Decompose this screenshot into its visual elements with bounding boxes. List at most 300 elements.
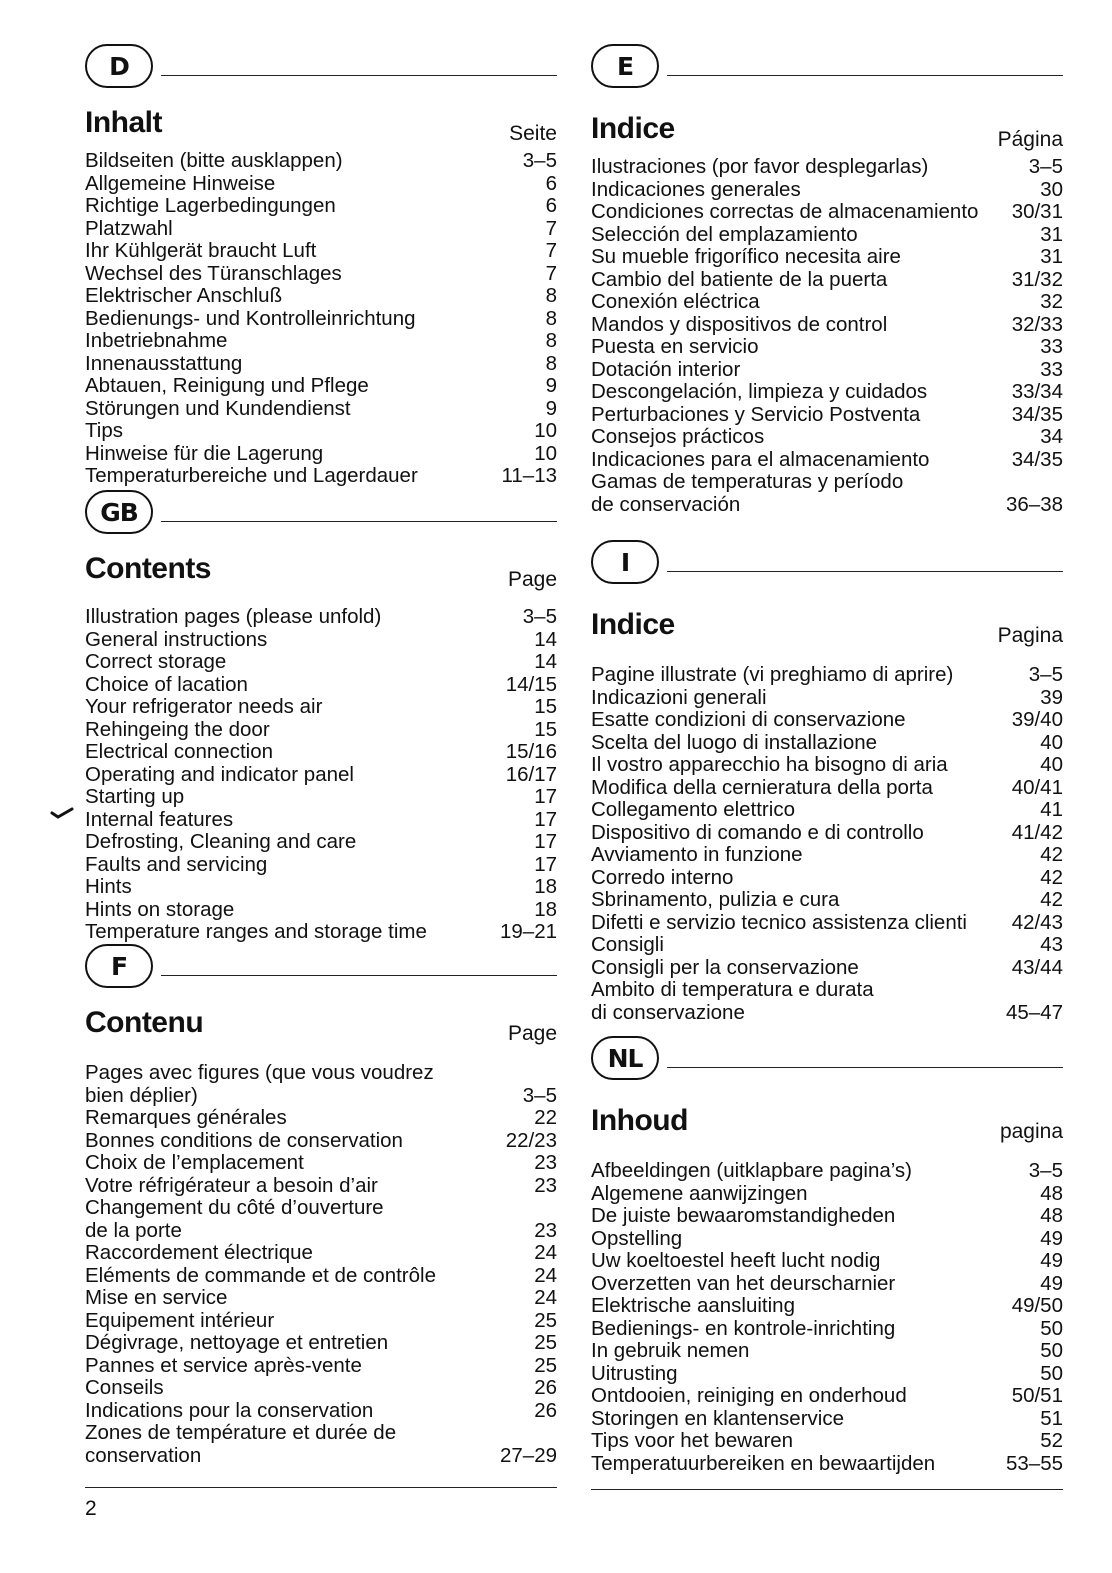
toc-entry-label: Wechsel des Türanschlages bbox=[85, 261, 342, 285]
toc-entry-page: 40 bbox=[1040, 753, 1063, 776]
toc-entry-label: Selección del emplazamiento bbox=[591, 222, 858, 246]
toc-entry-label: Correct storage bbox=[85, 650, 227, 673]
toc-entry-page: 18 bbox=[534, 875, 557, 898]
toc-entry-label: Difetti e servizio tecnico assistenza clienti bbox=[591, 910, 967, 934]
toc-entry-label: Ilustraciones (por favor desplegarlas) bbox=[591, 155, 929, 178]
toc-entry-page: 50 bbox=[1040, 1339, 1063, 1362]
toc-entry-label: Esatte condizioni di conservazione bbox=[591, 708, 906, 731]
toc-entry-label: Eléments de commande et de contrôle bbox=[85, 1263, 436, 1287]
toc-entry bbox=[591, 754, 1063, 777]
toc-entry-page: 32 bbox=[1040, 290, 1063, 313]
toc-entry bbox=[85, 330, 557, 353]
toc-entry bbox=[591, 889, 1063, 912]
toc-entry bbox=[591, 269, 1063, 292]
language-badge: F bbox=[85, 944, 153, 988]
header-rule bbox=[667, 75, 1063, 76]
toc-entry-page: 17 bbox=[534, 852, 557, 876]
toc-entry bbox=[591, 246, 1063, 269]
toc-entry-page: 42/43 bbox=[1011, 910, 1063, 934]
toc-entry bbox=[591, 449, 1063, 472]
toc-entry-label: Abtauen, Reinigung und Pflege bbox=[85, 374, 369, 397]
toc-entry-label: Tips voor het bewaren bbox=[591, 1429, 794, 1452]
toc-section-nl bbox=[591, 1036, 1063, 1475]
toc-entry-label: Defrosting, Cleaning and care bbox=[85, 830, 357, 853]
toc-section-fr bbox=[85, 944, 557, 1467]
language-badge: NL bbox=[591, 1036, 659, 1080]
toc-entry-label: Ambito di temperatura e durata di conservazione bbox=[591, 978, 874, 1024]
language-badge: GB bbox=[85, 490, 153, 534]
toc-entry-label: Dispositivo di comando e di controllo bbox=[591, 820, 924, 844]
toc-entry bbox=[591, 291, 1063, 314]
toc-entry-label: Avviamento in funzione bbox=[591, 843, 803, 866]
toc-entry bbox=[591, 1408, 1063, 1431]
toc-entry-page: 18 bbox=[534, 897, 557, 921]
toc-entry-label: Uw koeltoestel heeft lucht nodig bbox=[591, 1249, 881, 1272]
toc-entry bbox=[85, 465, 557, 488]
toc-entry-page: 10 bbox=[534, 419, 557, 442]
toc-entry-page: 31 bbox=[1040, 245, 1063, 268]
toc-entry bbox=[85, 1310, 557, 1333]
toc-entry-page: 30 bbox=[1040, 177, 1063, 201]
language-header bbox=[591, 540, 1063, 590]
toc-section-es bbox=[591, 44, 1063, 516]
toc-entry bbox=[591, 336, 1063, 359]
toc-entry-page: 43 bbox=[1040, 933, 1063, 956]
toc-entry bbox=[591, 822, 1063, 845]
toc-entry-page: 23 bbox=[534, 1173, 557, 1197]
toc-entry-label: Hinweise für die Lagerung bbox=[85, 441, 324, 465]
toc-entry bbox=[591, 664, 1063, 687]
header-rule bbox=[161, 521, 557, 522]
toc-entry bbox=[591, 799, 1063, 822]
title-row bbox=[591, 590, 1063, 652]
toc-entry-label: In gebruik nemen bbox=[591, 1339, 750, 1362]
toc-entry bbox=[591, 844, 1063, 867]
right-column bbox=[591, 0, 1063, 1573]
toc-entry-label: Elektrische aansluiting bbox=[591, 1294, 795, 1317]
toc-entry bbox=[85, 375, 557, 398]
toc-entry bbox=[591, 1250, 1063, 1273]
toc-entry bbox=[85, 921, 557, 944]
toc-entry-page: 52 bbox=[1040, 1429, 1063, 1452]
toc-entry bbox=[591, 179, 1063, 202]
toc-entry-label: Hints on storage bbox=[85, 897, 235, 921]
toc-entry-label: Collegamento elettrico bbox=[591, 798, 795, 821]
toc-entry-page: 40 bbox=[1040, 730, 1063, 754]
toc-entry-page: 3–5 bbox=[522, 605, 557, 628]
toc-entry-label: Innenausstattung bbox=[85, 351, 243, 375]
entry-list bbox=[85, 1062, 557, 1467]
toc-entry-page: 17 bbox=[534, 785, 557, 808]
toc-entry-label: Raccordement électrique bbox=[85, 1241, 313, 1264]
toc-entry-page: 45–47 bbox=[1005, 1000, 1063, 1024]
toc-entry bbox=[591, 314, 1063, 337]
toc-entry-page: 17 bbox=[534, 830, 557, 853]
toc-entry-label: Puesta en servicio bbox=[591, 335, 759, 358]
toc-entry bbox=[85, 173, 557, 196]
toc-entry-page: 11–13 bbox=[501, 464, 557, 487]
toc-entry-page: 3–5 bbox=[1028, 663, 1063, 686]
toc-entry-page: 31 bbox=[1040, 222, 1063, 246]
toc-entry bbox=[85, 1175, 557, 1198]
toc-entry bbox=[591, 156, 1063, 179]
toc-entry-label: Platzwahl bbox=[85, 216, 173, 240]
toc-entry-page: 7 bbox=[545, 239, 557, 262]
toc-entry bbox=[85, 1265, 557, 1288]
title-row bbox=[591, 94, 1063, 156]
toc-entry bbox=[591, 1160, 1063, 1183]
toc-entry-label: Afbeeldingen (uitklapbare pagina’s) bbox=[591, 1159, 913, 1182]
toc-entry bbox=[591, 1205, 1063, 1228]
toc-entry-label: Opstelling bbox=[591, 1226, 683, 1250]
toc-entry-label: Bedienungs- und Kontrolleinrichtung bbox=[85, 306, 416, 330]
section-title: Contents bbox=[85, 552, 211, 585]
title-row bbox=[85, 540, 557, 596]
toc-entry-page: 23 bbox=[534, 1151, 557, 1174]
toc-entry-page: 26 bbox=[534, 1398, 557, 1422]
toc-entry bbox=[591, 732, 1063, 755]
toc-entry bbox=[591, 426, 1063, 449]
toc-entry bbox=[591, 1453, 1063, 1476]
toc-entry-page: 16/17 bbox=[505, 762, 557, 786]
page-column-label: Seite bbox=[509, 122, 557, 145]
language-badge: E bbox=[591, 44, 659, 88]
toc-entry-label: Ihr Kühlgerät braucht Luft bbox=[85, 239, 317, 262]
toc-entry-page: 48 bbox=[1040, 1181, 1063, 1205]
toc-entry-page: 14/15 bbox=[505, 672, 557, 696]
toc-entry bbox=[85, 1197, 557, 1242]
toc-entry-label: Consigli bbox=[591, 933, 664, 956]
toc-entry bbox=[85, 1355, 557, 1378]
language-header bbox=[591, 1036, 1063, 1086]
toc-entry-label: Pages avec figures (que vous voudrez bien déplier) bbox=[85, 1061, 434, 1107]
toc-entry-page: 3–5 bbox=[522, 149, 557, 172]
toc-entry-label: Choix de l’emplacement bbox=[85, 1151, 304, 1174]
toc-entry-label: Algemene aanwijzingen bbox=[591, 1181, 808, 1205]
toc-entry bbox=[591, 1318, 1063, 1341]
toc-entry-page: 25 bbox=[534, 1308, 557, 1332]
toc-entry-page: 24 bbox=[534, 1286, 557, 1309]
toc-entry-page: 3–5 bbox=[522, 1083, 557, 1107]
page-column-label: Page bbox=[507, 568, 557, 591]
language-header bbox=[85, 944, 557, 994]
toc-entry bbox=[591, 1340, 1063, 1363]
toc-entry-page: 49 bbox=[1040, 1249, 1063, 1272]
toc-entry-page: 33/34 bbox=[1011, 380, 1063, 403]
toc-entry bbox=[591, 381, 1063, 404]
toc-entry bbox=[591, 404, 1063, 427]
toc-entry bbox=[85, 398, 557, 421]
toc-entry-label: Bildseiten (bitte ausklappen) bbox=[85, 149, 343, 172]
toc-entry bbox=[85, 420, 557, 443]
toc-entry-label: Mise en service bbox=[85, 1286, 228, 1309]
toc-entry bbox=[591, 1228, 1063, 1251]
toc-entry-page: 19–21 bbox=[499, 920, 557, 943]
toc-section-it bbox=[591, 540, 1063, 1024]
toc-entry-page: 31/32 bbox=[1011, 267, 1063, 291]
toc-entry-label: Rehingeing the door bbox=[85, 717, 270, 741]
toc-entry bbox=[85, 719, 557, 742]
page-number: 2 bbox=[85, 1497, 97, 1520]
toc-entry-label: Bonnes conditions de conservation bbox=[85, 1128, 403, 1152]
toc-entry bbox=[85, 899, 557, 922]
toc-entry bbox=[85, 606, 557, 629]
toc-entry-label: Changement du côté d’ouverture de la porte bbox=[85, 1196, 384, 1242]
toc-entry-page: 3–5 bbox=[1028, 1159, 1063, 1182]
toc-entry-page: 42 bbox=[1040, 865, 1063, 889]
header-rule bbox=[161, 975, 557, 976]
toc-entry-page: 48 bbox=[1040, 1204, 1063, 1227]
toc-entry-label: Perturbaciones y Servicio Postventa bbox=[591, 402, 921, 426]
header-rule bbox=[667, 1067, 1063, 1068]
toc-entry-label: Votre réfrigérateur a besoin d’air bbox=[85, 1173, 378, 1197]
toc-entry bbox=[591, 201, 1063, 224]
toc-entry-page: 25 bbox=[534, 1331, 557, 1354]
entry-list bbox=[85, 606, 557, 944]
toc-entry-label: General instructions bbox=[85, 627, 268, 651]
toc-entry-page: 50 bbox=[1040, 1361, 1063, 1385]
toc-entry bbox=[85, 741, 557, 764]
toc-entry-label: Mandos y dispositivos de control bbox=[591, 312, 888, 336]
toc-entry bbox=[85, 876, 557, 899]
toc-entry bbox=[85, 1377, 557, 1400]
toc-entry-label: Störungen und Kundendienst bbox=[85, 396, 351, 420]
toc-entry bbox=[85, 1400, 557, 1423]
toc-entry-page: 51 bbox=[1040, 1406, 1063, 1430]
toc-entry-label: Il vostro apparecchio ha bisogno di aria bbox=[591, 753, 948, 776]
toc-entry-page: 43/44 bbox=[1011, 955, 1063, 979]
footer-rule-right bbox=[591, 1489, 1063, 1490]
toc-entry-label: De juiste bewaaromstandigheden bbox=[591, 1204, 896, 1227]
toc-entry bbox=[591, 1295, 1063, 1318]
toc-entry bbox=[591, 979, 1063, 1024]
toc-entry-label: Elektrischer Anschluß bbox=[85, 284, 283, 307]
toc-entry-label: Allgemeine Hinweise bbox=[85, 171, 276, 195]
toc-entry-label: Temperature ranges and storage time bbox=[85, 920, 427, 943]
toc-entry-page: 15/16 bbox=[505, 740, 557, 763]
toc-entry bbox=[85, 629, 557, 652]
toc-entry-page: 32/33 bbox=[1011, 312, 1063, 336]
toc-entry-label: Indications pour la conservation bbox=[85, 1398, 374, 1422]
toc-entry bbox=[85, 218, 557, 241]
toc-entry-page: 41 bbox=[1040, 798, 1063, 821]
toc-entry-page: 9 bbox=[545, 396, 557, 420]
toc-entry-page: 14 bbox=[534, 650, 557, 673]
toc-entry-label: Tips bbox=[85, 419, 123, 442]
toc-entry-label: Zones de température et durée de conservation bbox=[85, 1421, 397, 1467]
toc-entry-label: Consejos prácticos bbox=[591, 425, 765, 448]
toc-entry-page: 49/50 bbox=[1011, 1294, 1063, 1317]
toc-entry bbox=[85, 1332, 557, 1355]
toc-entry bbox=[591, 912, 1063, 935]
footer-rule-left bbox=[85, 1487, 557, 1488]
left-column bbox=[85, 0, 557, 1573]
toc-entry bbox=[85, 674, 557, 697]
toc-entry-label: Electrical connection bbox=[85, 740, 274, 763]
toc-entry bbox=[591, 709, 1063, 732]
toc-entry-label: Temperatuurbereiken en bewaartijden bbox=[591, 1451, 936, 1475]
toc-entry-page: 42 bbox=[1040, 843, 1063, 866]
language-header bbox=[591, 44, 1063, 94]
toc-entry bbox=[591, 1183, 1063, 1206]
page-column-label: Page bbox=[507, 1022, 557, 1045]
toc-entry bbox=[591, 224, 1063, 247]
toc-entry-page: 6 bbox=[545, 194, 557, 217]
toc-entry-label: Uitrusting bbox=[591, 1361, 678, 1385]
toc-entry-page: 34/35 bbox=[1011, 402, 1063, 426]
toc-entry-page: 10 bbox=[534, 441, 557, 465]
entry-list bbox=[591, 1160, 1063, 1475]
toc-entry-page: 3–5 bbox=[1028, 155, 1063, 178]
toc-entry-page: 26 bbox=[534, 1376, 557, 1399]
toc-entry-page: 23 bbox=[534, 1218, 557, 1242]
toc-entry-label: Richtige Lagerbedingungen bbox=[85, 194, 336, 217]
language-header bbox=[85, 44, 557, 94]
toc-entry-page: 50/51 bbox=[1011, 1384, 1063, 1407]
toc-entry bbox=[85, 1062, 557, 1107]
toc-entry-page: 8 bbox=[545, 284, 557, 307]
section-title: Contenu bbox=[85, 1006, 204, 1039]
toc-entry-label: Corredo interno bbox=[591, 865, 734, 889]
toc-entry-label: Condiciones correctas de almacenamiento bbox=[591, 200, 979, 223]
toc-entry-label: Conexión eléctrica bbox=[591, 290, 760, 313]
toc-entry bbox=[85, 1130, 557, 1153]
toc-entry-label: Consigli per la conservazione bbox=[591, 955, 859, 979]
toc-entry bbox=[591, 471, 1063, 516]
toc-entry-page: 39/40 bbox=[1011, 708, 1063, 731]
toc-entry-label: Cambio del batiente de la puerta bbox=[591, 267, 888, 291]
toc-entry bbox=[85, 443, 557, 466]
toc-entry-label: Temperaturbereiche und Lagerdauer bbox=[85, 464, 418, 487]
toc-entry-page: 7 bbox=[545, 216, 557, 240]
toc-entry-page: 8 bbox=[545, 306, 557, 330]
toc-entry-label: Su mueble frigorífico necesita aire bbox=[591, 245, 901, 268]
toc-section-de bbox=[85, 44, 557, 488]
toc-entry-label: Internal features bbox=[85, 807, 234, 831]
toc-entry-label: Overzetten van het deurscharnier bbox=[591, 1271, 896, 1295]
section-title: Inhoud bbox=[591, 1104, 688, 1137]
toc-entry bbox=[85, 1422, 557, 1467]
toc-entry-label: Sbrinamento, pulizia e cura bbox=[591, 888, 840, 911]
toc-entry bbox=[85, 786, 557, 809]
header-rule bbox=[161, 75, 557, 76]
toc-entry bbox=[85, 854, 557, 877]
toc-entry-page: 34 bbox=[1040, 425, 1063, 448]
toc-entry bbox=[85, 240, 557, 263]
toc-entry bbox=[85, 1152, 557, 1175]
toc-entry-label: Illustration pages (please unfold) bbox=[85, 605, 382, 628]
page-column-label: Pagina bbox=[997, 624, 1063, 647]
toc-entry-page: 7 bbox=[545, 261, 557, 285]
toc-entry bbox=[85, 696, 557, 719]
toc-entry-label: Faults and servicing bbox=[85, 852, 268, 876]
toc-entry bbox=[85, 809, 557, 832]
toc-entry-label: Bedienings- en kontrole-inrichting bbox=[591, 1316, 896, 1340]
entry-list bbox=[85, 150, 557, 488]
toc-entry bbox=[85, 308, 557, 331]
toc-entry bbox=[85, 285, 557, 308]
section-title: Indice bbox=[591, 608, 675, 641]
toc-entry bbox=[591, 867, 1063, 890]
toc-entry-page: 22/23 bbox=[505, 1128, 557, 1152]
toc-entry bbox=[85, 1107, 557, 1130]
toc-entry-label: Your refrigerator needs air bbox=[85, 695, 323, 718]
title-row bbox=[85, 94, 557, 150]
toc-entry-page: 17 bbox=[534, 807, 557, 831]
toc-entry bbox=[85, 263, 557, 286]
toc-entry-page: 8 bbox=[545, 329, 557, 352]
toc-entry-label: Conseils bbox=[85, 1376, 164, 1399]
toc-entry-label: Operating and indicator panel bbox=[85, 762, 354, 786]
toc-entry-page: 27–29 bbox=[499, 1443, 557, 1467]
toc-entry-page: 8 bbox=[545, 351, 557, 375]
entry-list bbox=[591, 156, 1063, 516]
toc-entry-page: 39 bbox=[1040, 685, 1063, 709]
toc-entry-page: 41/42 bbox=[1011, 820, 1063, 844]
toc-entry bbox=[85, 651, 557, 674]
toc-entry bbox=[591, 1273, 1063, 1296]
toc-entry bbox=[591, 1363, 1063, 1386]
toc-entry bbox=[591, 957, 1063, 980]
toc-entry-page: 40/41 bbox=[1011, 775, 1063, 799]
toc-entry bbox=[85, 195, 557, 218]
toc-entry-page: 34/35 bbox=[1011, 447, 1063, 471]
toc-entry-label: Equipement intérieur bbox=[85, 1308, 275, 1332]
toc-entry-label: Starting up bbox=[85, 785, 185, 808]
header-rule bbox=[667, 571, 1063, 572]
toc-entry-page: 6 bbox=[545, 171, 557, 195]
title-row bbox=[591, 1086, 1063, 1148]
toc-entry-label: Hints bbox=[85, 875, 132, 898]
toc-entry-page: 33 bbox=[1040, 357, 1063, 381]
toc-entry-label: Remarques générales bbox=[85, 1106, 287, 1129]
toc-section-gb bbox=[85, 490, 557, 944]
toc-entry-label: Modifica della cernieratura della porta bbox=[591, 775, 933, 799]
toc-entry bbox=[85, 1242, 557, 1265]
toc-entry-label: Dotación interior bbox=[591, 357, 741, 381]
toc-entry bbox=[85, 353, 557, 376]
toc-entry bbox=[85, 1287, 557, 1310]
toc-entry-label: Pannes et service après-vente bbox=[85, 1353, 362, 1377]
toc-entry-label: Scelta del luogo di installazione bbox=[591, 730, 878, 754]
toc-entry-page: 33 bbox=[1040, 335, 1063, 358]
toc-entry-page: 15 bbox=[534, 717, 557, 741]
toc-entry-page: 53–55 bbox=[1005, 1451, 1063, 1475]
language-badge: D bbox=[85, 44, 153, 88]
toc-entry bbox=[591, 777, 1063, 800]
toc-entry bbox=[85, 764, 557, 787]
toc-entry-page: 36–38 bbox=[1005, 492, 1063, 516]
toc-entry-page: 22 bbox=[534, 1106, 557, 1129]
toc-entry-page: 30/31 bbox=[1011, 200, 1063, 223]
toc-entry-label: Choice of lacation bbox=[85, 672, 248, 696]
toc-entry-page: 24 bbox=[534, 1241, 557, 1264]
toc-entry-page: 50 bbox=[1040, 1316, 1063, 1340]
toc-entry-label: Indicazioni generali bbox=[591, 685, 767, 709]
toc-entry-page: 49 bbox=[1040, 1271, 1063, 1295]
toc-entry-label: Dégivrage, nettoyage et entretien bbox=[85, 1331, 389, 1354]
toc-entry bbox=[591, 1385, 1063, 1408]
toc-entry-page: 14 bbox=[534, 627, 557, 651]
page-column-label: pagina bbox=[999, 1120, 1063, 1143]
toc-entry-label: Indicaciones generales bbox=[591, 177, 801, 201]
page-column-label: Página bbox=[997, 128, 1063, 151]
toc-entry-label: Ontdooien, reiniging en onderhoud bbox=[591, 1384, 907, 1407]
toc-entry bbox=[591, 1430, 1063, 1453]
entry-list bbox=[591, 664, 1063, 1024]
toc-entry bbox=[591, 359, 1063, 382]
language-header bbox=[85, 490, 557, 540]
